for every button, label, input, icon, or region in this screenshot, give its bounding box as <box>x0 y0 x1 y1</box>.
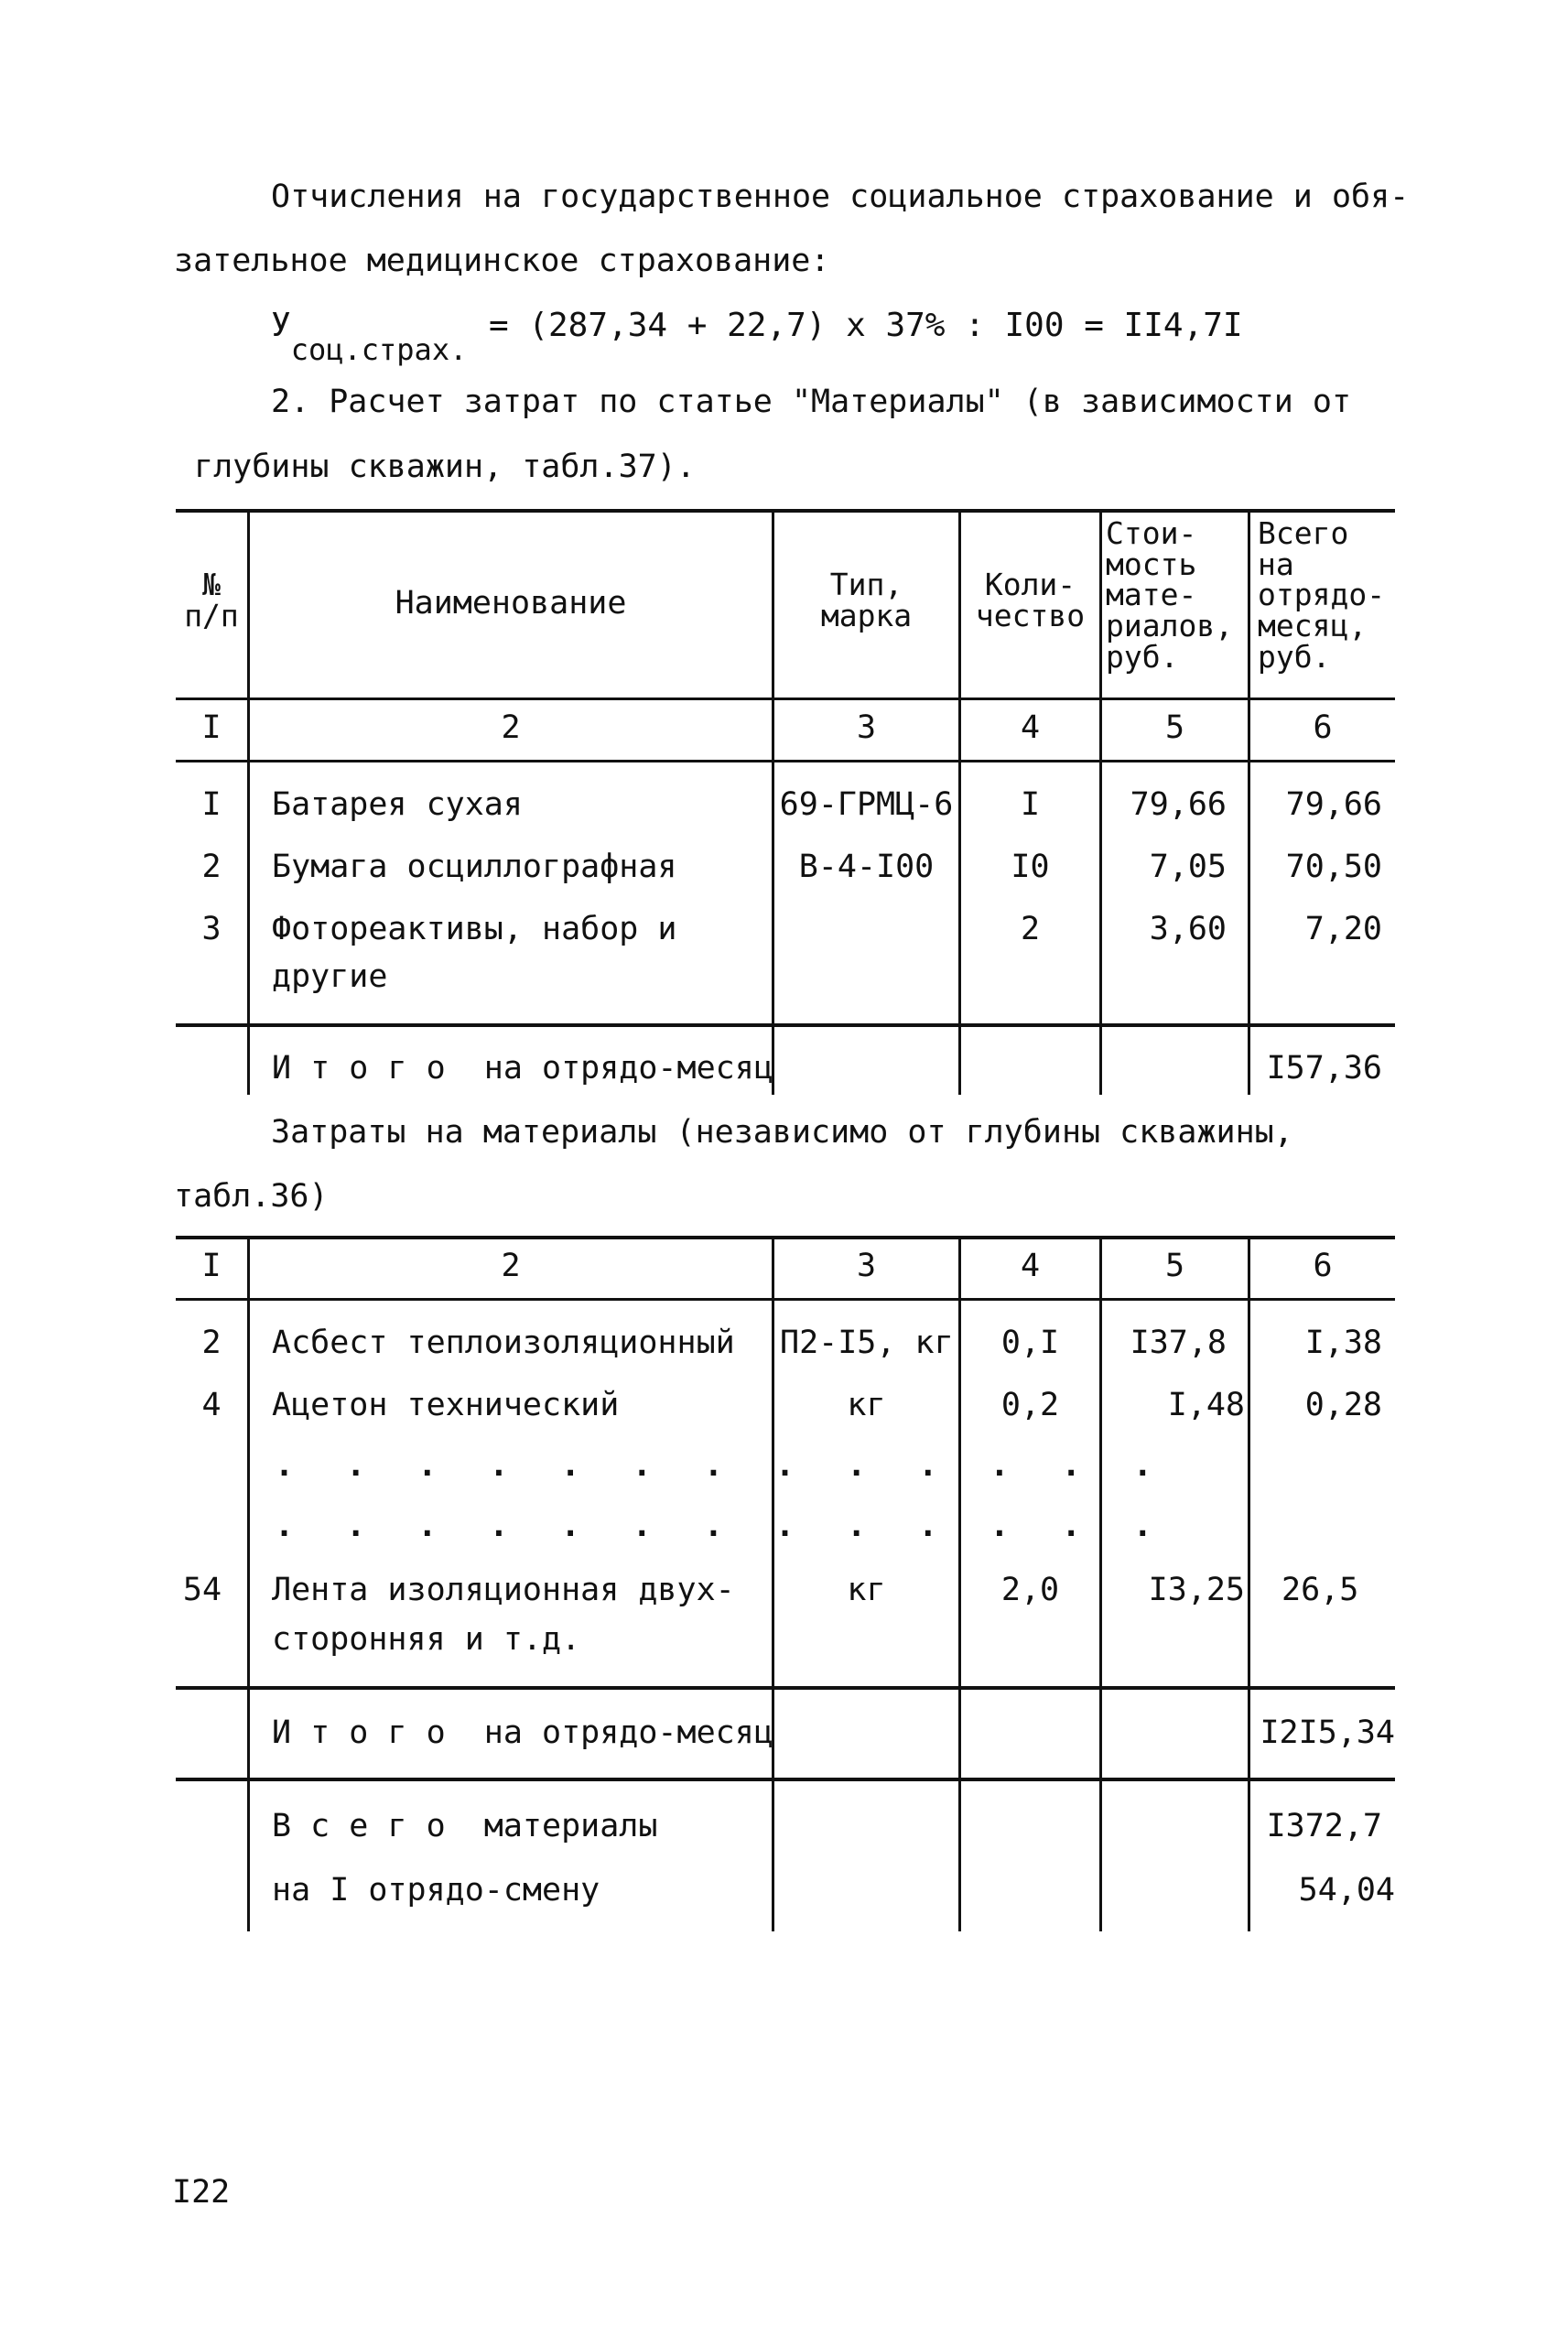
row-name: Бумага осциллографная <box>272 849 677 885</box>
colnum-5: 5 <box>1164 709 1185 746</box>
materials-independent-line-1: Затраты на материалы (независимо от глубины скважины, <box>271 1114 1293 1151</box>
row-cost: 7,05 <box>1149 849 1227 885</box>
row-type: кг <box>847 1387 886 1423</box>
header-cost: Стои- мость мате- риалов, руб. <box>1106 515 1234 675</box>
formula <box>271 307 1243 367</box>
total-value: I2I5,34 <box>1260 1714 1395 1751</box>
row-quantity: I <box>1020 786 1041 823</box>
row-number: 2 <box>201 849 222 885</box>
row-cost: I37,8 <box>1130 1325 1227 1361</box>
colnum-3: 3 <box>856 1248 877 1284</box>
row-total: 7,20 <box>1304 911 1382 947</box>
row-total: I,38 <box>1304 1325 1382 1361</box>
total-value: I57,36 <box>1266 1050 1382 1087</box>
row-quantity: 0,I <box>1000 1325 1060 1361</box>
colnum-2: 2 <box>501 709 521 746</box>
row-quantity: 2,0 <box>1000 1572 1060 1608</box>
row-cost: I,48 <box>1167 1387 1245 1423</box>
row-name: Ацетон технический <box>272 1387 620 1423</box>
row-number: 4 <box>201 1387 222 1423</box>
formula-symbol: У <box>271 307 291 344</box>
row-number: 3 <box>201 911 222 947</box>
row-name: Фотореактивы, набор и <box>272 911 677 947</box>
page-number: I22 <box>172 2174 231 2211</box>
total-label: И т о г о на отрядо-месяц <box>272 1050 773 1087</box>
row-cost: I3,25 <box>1148 1572 1245 1608</box>
row-name: Лента изоляционная двух- <box>272 1572 735 1608</box>
row-total: 70,50 <box>1285 849 1382 885</box>
omitted-rows-dots: . . . . . . . . . . . . . <box>275 1508 1169 1544</box>
row-number: 54 <box>182 1572 222 1608</box>
row-total: 26,5 <box>1281 1572 1359 1608</box>
row-type: кг <box>847 1572 886 1608</box>
row-quantity: 0,2 <box>1000 1387 1060 1423</box>
omitted-rows-dots: . . . . . . . . . . . . . <box>275 1447 1169 1484</box>
total-label: И т о г о на отрядо-месяц <box>272 1714 773 1751</box>
intro-line-1: Отчисления на государственное социальное страхование и обя- <box>271 178 1410 215</box>
row-total: 0,28 <box>1304 1387 1382 1423</box>
intro-line-2: зательное медицинское страхование: <box>174 243 830 279</box>
colnum-3: 3 <box>856 709 877 746</box>
header-number: № п/п <box>184 567 239 633</box>
row-type: В-4-I00 <box>798 849 935 885</box>
colnum-6: 6 <box>1313 1248 1333 1284</box>
row-quantity: 2 <box>1020 911 1041 947</box>
row-name: Асбест теплоизоляционный <box>272 1325 735 1361</box>
section-heading-line-1: 2. Расчет затрат по статье "Материалы" (в зависимости от <box>271 384 1352 420</box>
colnum-4: 4 <box>1020 709 1041 746</box>
row-type: П2-I5, кг <box>780 1325 954 1361</box>
header-total: Всего на отрядо- месяц, руб. <box>1258 515 1386 675</box>
row-name-continued: сторонняя и т.д. <box>272 1621 581 1658</box>
row-number: 2 <box>201 1325 222 1361</box>
formula-expression: = (287,34 + 22,7) х 37% : I00 = II4,7I <box>488 307 1243 344</box>
colnum-1: I <box>201 1248 222 1284</box>
per-shift-value: 54,04 <box>1298 1872 1395 1909</box>
row-total: 79,66 <box>1285 786 1382 823</box>
row-cost: 79,66 <box>1130 786 1227 823</box>
grand-total-value: I372,7 <box>1266 1808 1382 1844</box>
colnum-6: 6 <box>1313 709 1333 746</box>
grand-total-label: В с е г о материалы <box>272 1808 658 1844</box>
materials-independent-line-2: табл.36) <box>174 1178 329 1215</box>
row-name-continued: другие <box>272 958 388 995</box>
row-cost: 3,60 <box>1149 911 1227 947</box>
header-name: Наименование <box>395 585 627 622</box>
colnum-1: I <box>201 709 222 746</box>
row-quantity: I0 <box>1011 849 1050 885</box>
colnum-2: 2 <box>501 1248 521 1284</box>
colnum-5: 5 <box>1164 1248 1185 1284</box>
formula-subscript: соц.страх. <box>290 332 468 367</box>
row-number: I <box>201 786 222 823</box>
section-heading-line-2: глубины скважин, табл.37). <box>194 449 696 485</box>
per-shift-label: на I отрядо-смену <box>272 1872 600 1909</box>
header-quantity: Коли- чество <box>975 567 1086 633</box>
row-name: Батарея сухая <box>272 786 523 823</box>
header-type: Тип, марка <box>820 567 913 633</box>
row-type: 69-ГРМЦ-6 <box>779 786 954 823</box>
colnum-4: 4 <box>1020 1248 1041 1284</box>
